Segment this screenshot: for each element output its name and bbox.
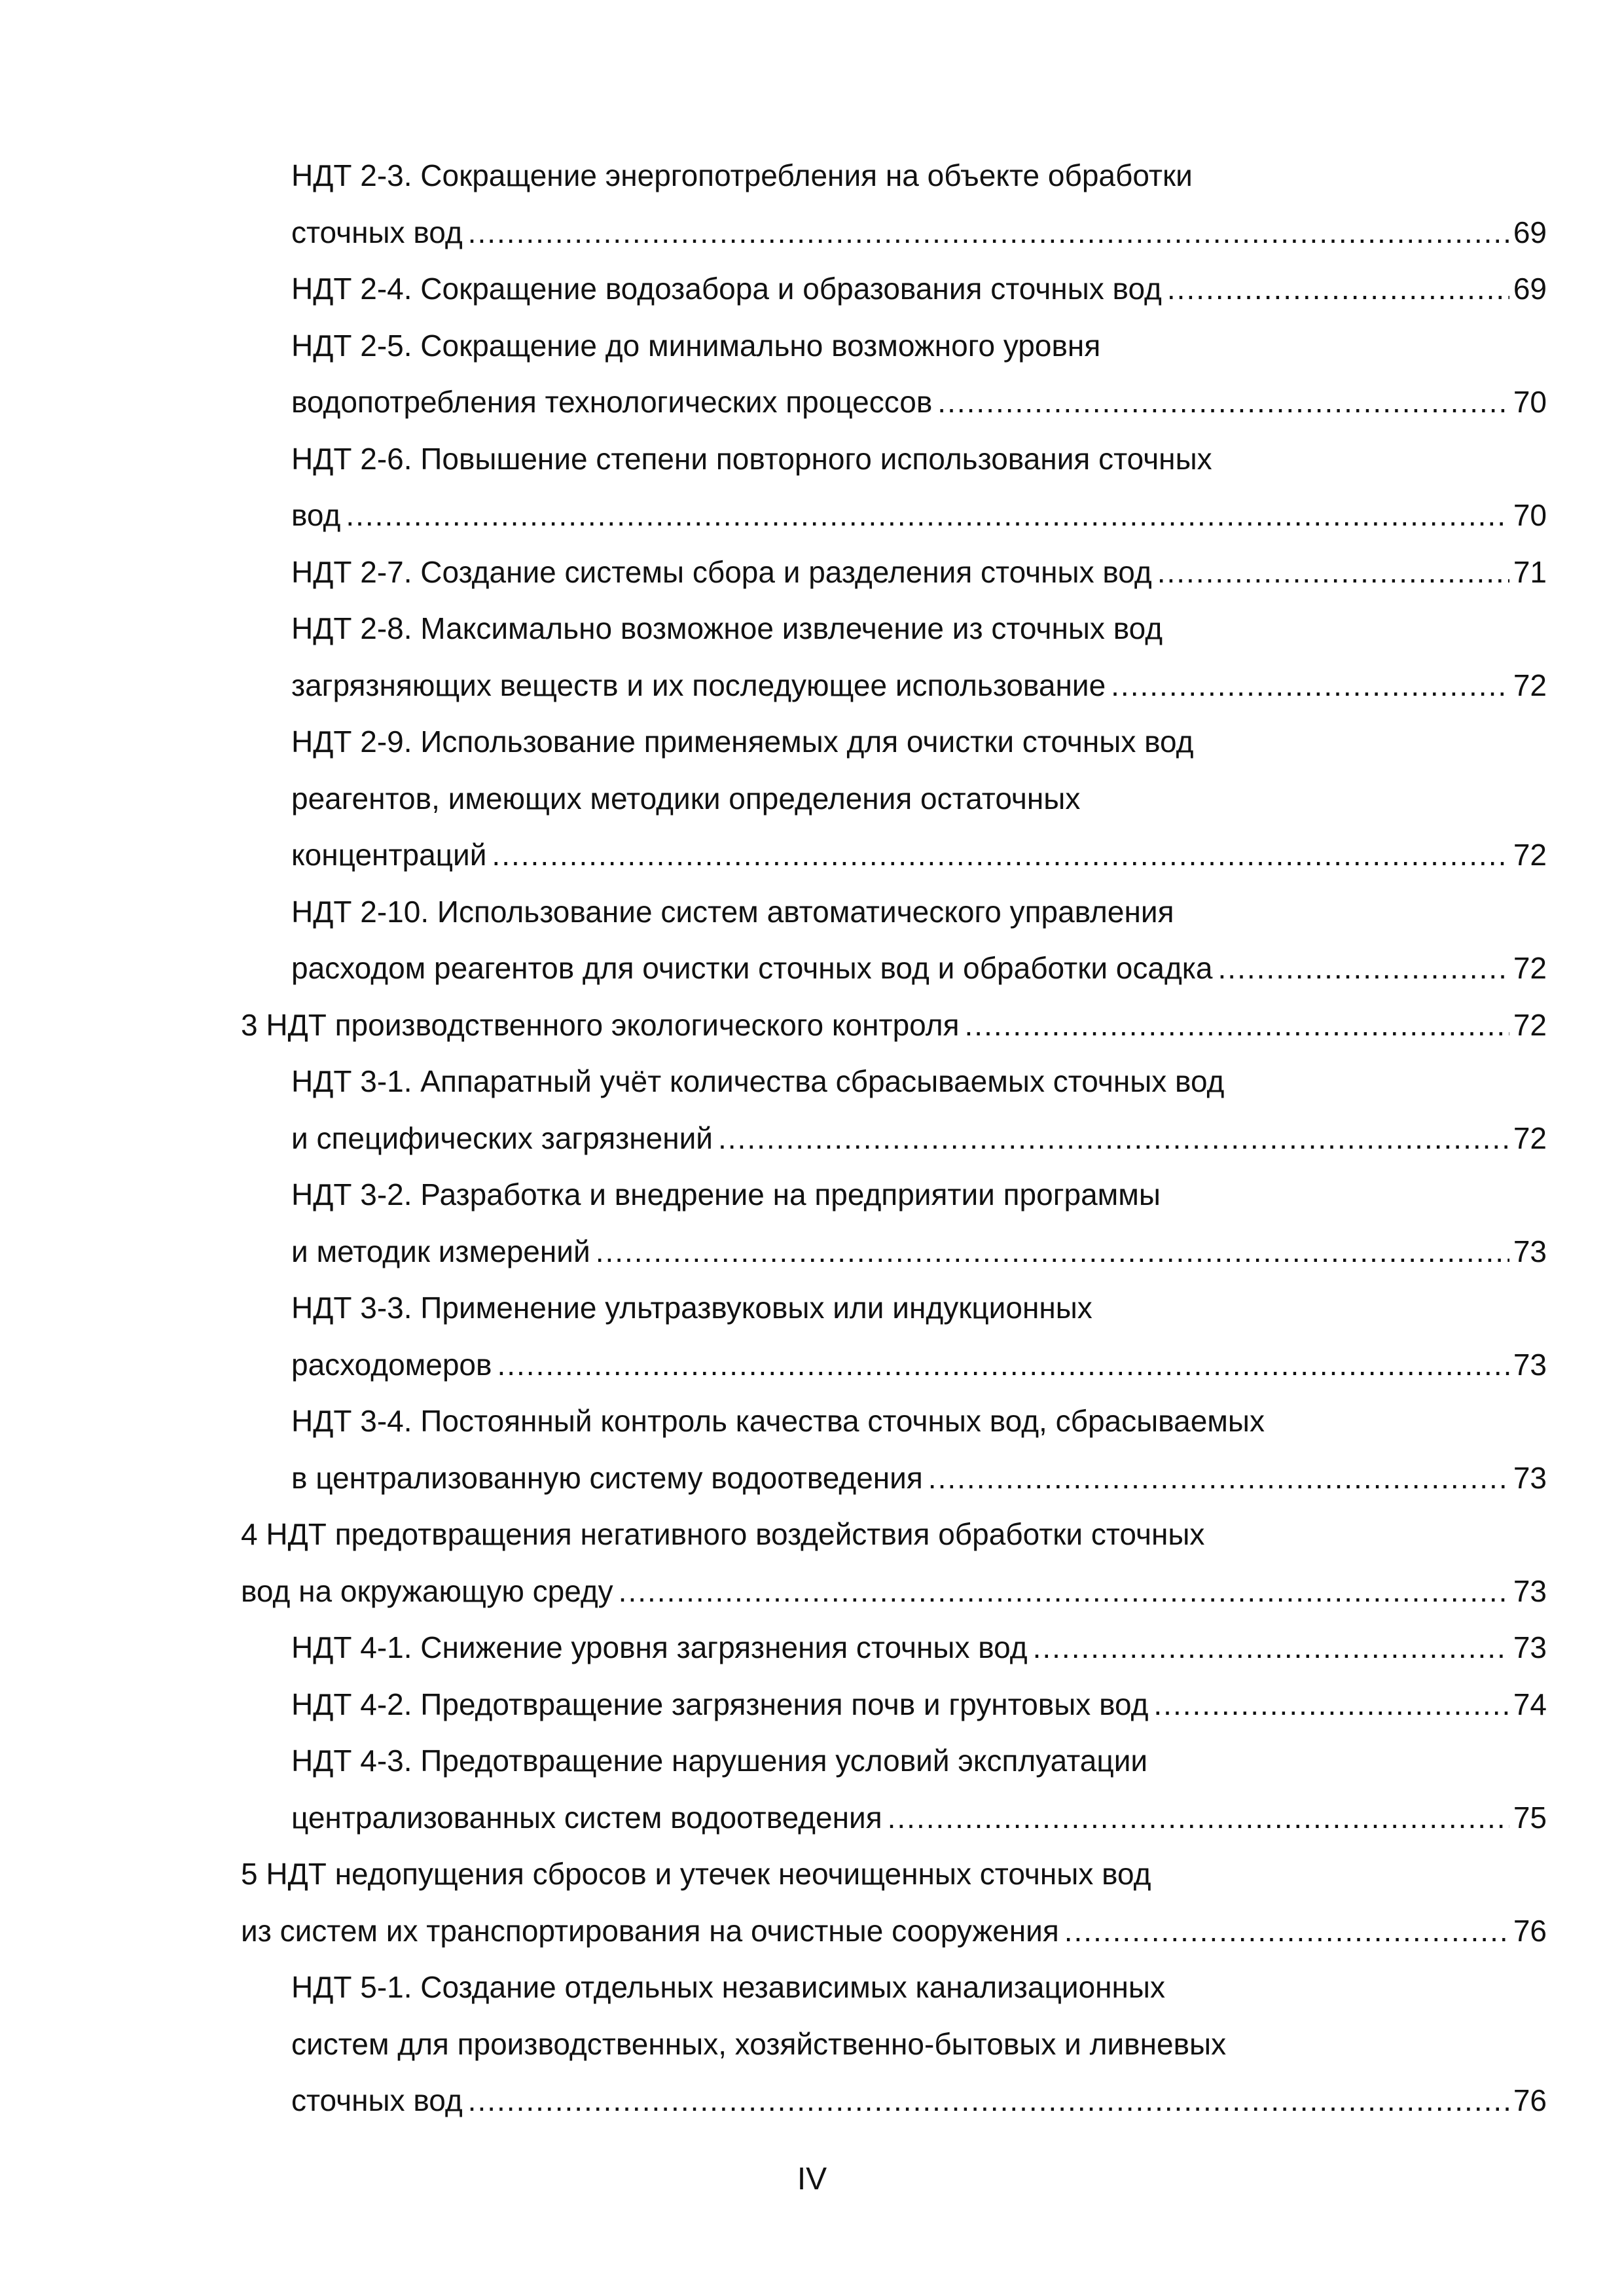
toc-entry-line: [291, 1336, 1547, 1393]
toc-entry-text: расходом реагентов для очистки сточных вод и обработки осадка: [291, 951, 1213, 985]
toc-entry-line: НДТ 2-9. Использование применяемых для очистки сточных вод: [291, 725, 1194, 759]
toc-entry-line: [291, 827, 1547, 884]
dot-leader: [468, 204, 1509, 261]
dot-leader: [346, 487, 1509, 544]
toc-entry-line: [291, 544, 1547, 601]
toc-entry-line: НДТ 3-4. Постоянный контроль качества сточных вод, сбрасываемых: [291, 1404, 1265, 1438]
toc-entry[interactable]: [291, 1053, 1547, 1166]
toc-page-number: 69: [1513, 272, 1547, 306]
toc-entry-text: вод: [291, 498, 341, 532]
dot-leader: [888, 1789, 1509, 1846]
toc-entry-text: концентраций: [291, 838, 487, 872]
toc-entry[interactable]: [291, 431, 1547, 544]
toc-entry[interactable]: [291, 1280, 1547, 1393]
dot-leader: [928, 1450, 1509, 1507]
toc-entry-line: НДТ 5-1. Создание отдельных независимых канализационных: [291, 1970, 1165, 2004]
toc-entry-line: систем для производственных, хозяйственно-бытовых и ливневых: [291, 2026, 1227, 2061]
toc-page-number: 73: [1513, 1460, 1547, 1495]
toc-page-number: 71: [1513, 554, 1547, 589]
toc-page-number: 72: [1513, 668, 1547, 702]
toc-entry-line: [291, 260, 1547, 317]
table-of-contents: [241, 147, 1547, 2129]
toc-entry-text: расходомеров: [291, 1347, 492, 1382]
toc-entry-text: из систем их транспортирования на очистные сооружения: [241, 1913, 1059, 1948]
toc-entry-line: [291, 374, 1547, 431]
toc-entry-line: [291, 940, 1547, 997]
toc-entry-line: НДТ 2-6. Повышение степени повторного использования сточных: [291, 441, 1212, 476]
dot-leader: [596, 1223, 1509, 1280]
toc-page-number: 72: [1513, 1121, 1547, 1155]
toc-page-number: 76: [1513, 2083, 1547, 2117]
toc-entry-line: [291, 1450, 1547, 1507]
toc-page-number: 76: [1513, 1913, 1547, 1948]
toc-entry[interactable]: [291, 260, 1547, 317]
dot-leader: [468, 2072, 1509, 2129]
toc-page-number: 73: [1513, 1630, 1547, 1664]
toc-entry[interactable]: [291, 1393, 1547, 1506]
dot-leader: [1064, 1903, 1509, 1960]
dot-leader: [965, 997, 1509, 1054]
toc-entry-line: [291, 1110, 1547, 1167]
toc-entry-text: НДТ 2-4. Сокращение водозабора и образования сточных вод: [291, 272, 1162, 306]
toc-entry[interactable]: [241, 1846, 1547, 1959]
toc-entry-text: централизованных систем водоотведения: [291, 1800, 882, 1835]
toc-entry[interactable]: [291, 147, 1547, 260]
toc-entry-line: [291, 487, 1547, 544]
toc-entry-line: [241, 997, 1547, 1054]
toc-page-number: 73: [1513, 1347, 1547, 1382]
toc-entry-line: НДТ 3-3. Применение ультразвуковых или индукционных: [291, 1291, 1092, 1325]
toc-entry-line: НДТ 2-8. Максимально возможное извлечение из сточных вод: [291, 611, 1163, 645]
toc-entry-line: НДТ 3-1. Аппаратный учёт количества сбрасываемых сточных вод: [291, 1064, 1225, 1098]
toc-entry-text: 3 НДТ производственного экологического контроля: [241, 1007, 960, 1042]
toc-entry[interactable]: [291, 884, 1547, 997]
toc-entry[interactable]: [291, 1732, 1547, 1846]
dot-leader: [1033, 1619, 1509, 1676]
dot-leader: [937, 374, 1509, 431]
toc-page-number: 74: [1513, 1687, 1547, 1721]
toc-entry-line: реагентов, имеющих методики определения остаточных: [291, 781, 1081, 816]
toc-page-number: 70: [1513, 385, 1547, 419]
dot-leader: [1218, 940, 1509, 997]
toc-entry[interactable]: [291, 544, 1547, 601]
toc-entry-line: 5 НДТ недопущения сбросов и утечек неочищенных сточных вод: [241, 1857, 1151, 1891]
toc-page-number: 72: [1513, 1007, 1547, 1042]
toc-entry[interactable]: [291, 600, 1547, 713]
toc-entry-line: НДТ 3-2. Разработка и внедрение на предприятии программы: [291, 1177, 1161, 1211]
toc-entry-line: [291, 1619, 1547, 1676]
toc-entry-text: сточных вод: [291, 215, 463, 249]
dot-leader: [1157, 544, 1509, 601]
toc-entry-line: [291, 1676, 1547, 1733]
toc-page-number: 75: [1513, 1800, 1547, 1835]
toc-entry-text: и специфических загрязнений: [291, 1121, 713, 1155]
toc-entry[interactable]: [291, 1166, 1547, 1280]
toc-entry[interactable]: [291, 713, 1547, 884]
toc-entry-line: [291, 1789, 1547, 1846]
dot-leader: [497, 1336, 1509, 1393]
toc-entry[interactable]: [241, 1506, 1547, 1619]
toc-entry-line: [291, 657, 1547, 714]
toc-entry-line: [291, 1223, 1547, 1280]
toc-entry-line: [291, 204, 1547, 261]
toc-entry-line: [241, 1903, 1547, 1960]
dot-leader: [619, 1563, 1509, 1620]
toc-page-number: 72: [1513, 951, 1547, 985]
dot-leader: [718, 1110, 1509, 1167]
toc-entry[interactable]: [291, 1619, 1547, 1676]
dot-leader: [1153, 1676, 1509, 1733]
toc-entry[interactable]: [291, 1959, 1547, 2129]
toc-page-number: 69: [1513, 215, 1547, 249]
toc-entry-line: НДТ 2-5. Сокращение до минимально возможного уровня: [291, 328, 1101, 363]
toc-entry-line: НДТ 2-10. Использование систем автоматического управления: [291, 894, 1174, 929]
toc-entry-line: [241, 1563, 1547, 1620]
toc-page-number: 73: [1513, 1234, 1547, 1268]
toc-entry-text: загрязняющих веществ и их последующее использование: [291, 668, 1106, 702]
toc-page-number: 72: [1513, 838, 1547, 872]
toc-entry-text: вод на окружающую среду: [241, 1573, 613, 1608]
toc-page-number: 73: [1513, 1573, 1547, 1608]
toc-entry-text: НДТ 2-7. Создание системы сбора и разделения сточных вод: [291, 554, 1152, 589]
toc-entry-text: НДТ 4-2. Предотвращение загрязнения почв и грунтовых вод: [291, 1687, 1149, 1721]
toc-entry[interactable]: [241, 997, 1547, 1054]
dot-leader: [1111, 657, 1509, 714]
toc-entry[interactable]: [291, 317, 1547, 431]
toc-entry-line: [291, 2072, 1547, 2129]
toc-entry-text: в централизованную систему водоотведения: [291, 1460, 923, 1495]
toc-page-number: 70: [1513, 498, 1547, 532]
page-number: IV: [797, 2162, 827, 2197]
toc-entry-text: водопотребления технологических процессов: [291, 385, 933, 419]
toc-entry-text: НДТ 4-1. Снижение уровня загрязнения сточных вод: [291, 1630, 1028, 1664]
toc-entry-line: 4 НДТ предотвращения негативного воздействия обработки сточных: [241, 1517, 1205, 1551]
dot-leader: [1167, 260, 1509, 317]
toc-entry[interactable]: [291, 1676, 1547, 1733]
toc-entry-line: НДТ 4-3. Предотвращение нарушения условий эксплуатации: [291, 1744, 1148, 1778]
toc-entry-text: и методик измерений: [291, 1234, 590, 1268]
dot-leader: [492, 827, 1509, 884]
toc-entry-line: НДТ 2-3. Сокращение энергопотребления на объекте обработки: [291, 158, 1193, 192]
toc-entry-text: сточных вод: [291, 2083, 463, 2117]
